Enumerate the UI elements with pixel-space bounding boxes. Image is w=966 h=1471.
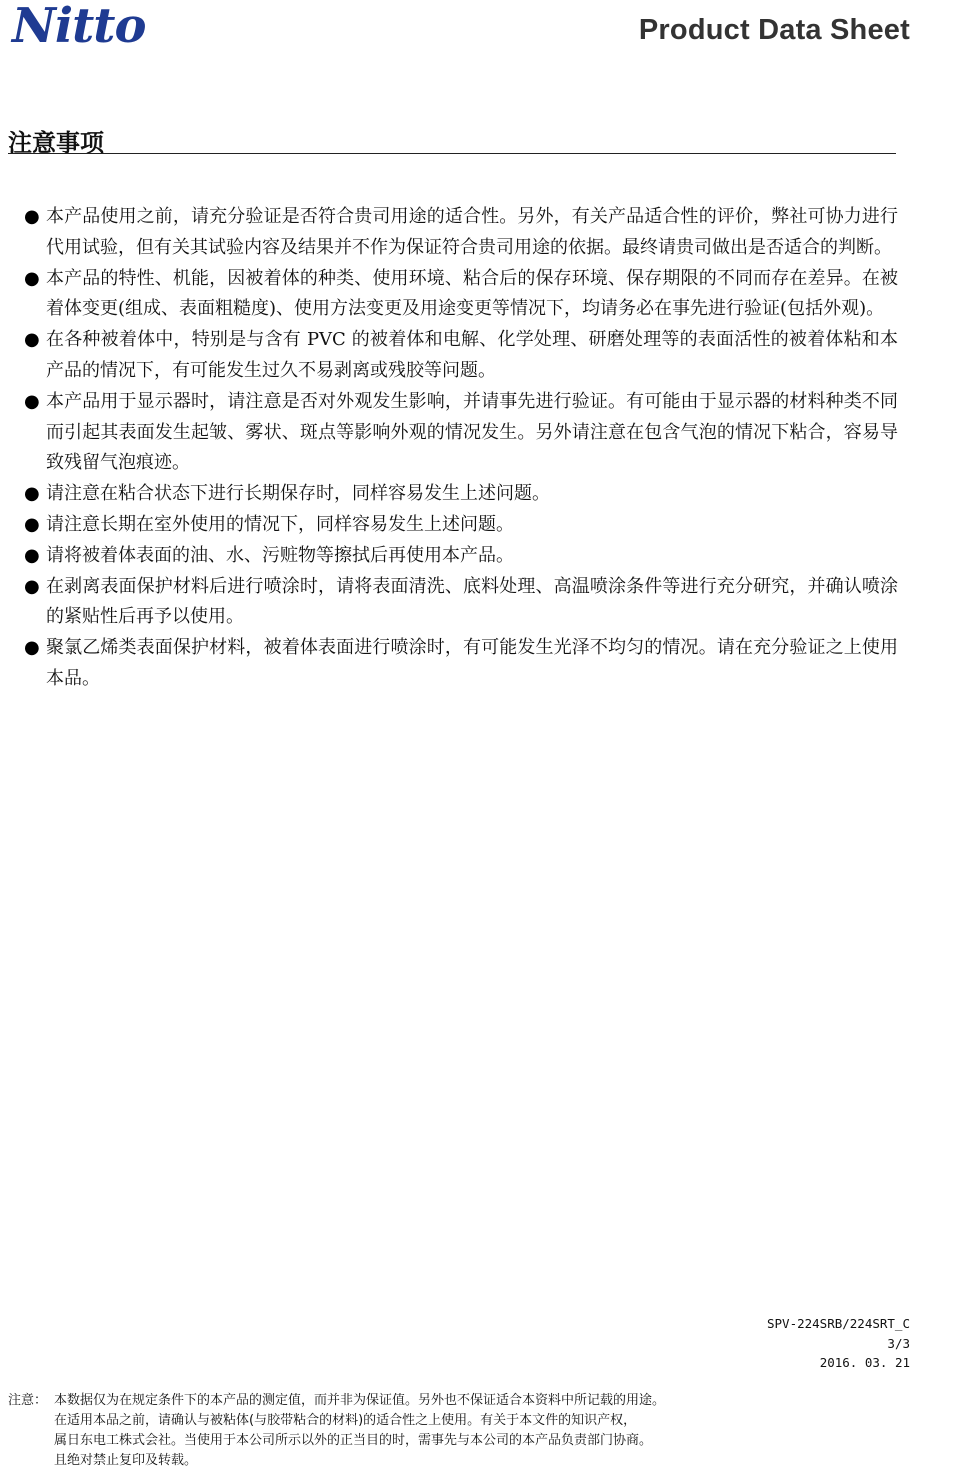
note-item bbox=[24, 633, 898, 695]
note-item bbox=[24, 264, 898, 326]
note-text: 本产品使用之前，请充分验证是否符合贵司用途的适合性。另外，有关产品适合性的评价，弊社可协力进行代用试验，但有关其试验内容及结果并不作为保证符合贵司用途的依据。最终请贵司做出是否适合的判断。 bbox=[46, 206, 898, 258]
bullet-icon: ● bbox=[24, 513, 40, 535]
note-item bbox=[24, 541, 898, 572]
bullet-icon: ● bbox=[24, 637, 40, 659]
document-meta bbox=[767, 1314, 910, 1373]
document-code: SPV-224SRB/224SRT_C bbox=[767, 1316, 910, 1331]
note-text: 请注意在粘合状态下进行长期保存时，同样容易发生上述问题。 bbox=[46, 483, 550, 505]
bullet-icon: ● bbox=[24, 329, 40, 351]
note-text: 在各种被着体中，特别是与含有 PVC 的被着体和电解、化学处理、研磨处理等的表面活性的被着体粘和本产品的情况下，有可能发生过久不易剥离或残胶等问题。 bbox=[46, 329, 898, 381]
section-divider bbox=[8, 153, 896, 154]
bullet-icon: ● bbox=[24, 483, 40, 505]
note-text: 本产品用于显示器时，请注意是否对外观发生影响，并请事先进行验证。有可能由于显示器的材料种类不同而引起其表面发生起皱、雾状、斑点等影响外观的情况发生。另外请注意在包含气泡的情况下粘合，容易导致残留气泡痕迹。 bbox=[46, 390, 898, 474]
note-text: 请将被着体表面的油、水、污赃物等擦拭后再使用本产品。 bbox=[46, 544, 514, 566]
bullet-icon: ● bbox=[24, 390, 40, 412]
note-item bbox=[24, 387, 898, 479]
note-text: 在剥离表面保护材料后进行喷涂时，请将表面清洗、底料处理、高温喷涂条件等进行充分研究，并确认喷涂的紧贴性后再予以使用。 bbox=[46, 575, 898, 628]
note-item bbox=[24, 510, 898, 541]
note-item bbox=[24, 325, 898, 387]
page-number: 3/3 bbox=[887, 1335, 910, 1351]
note-text: 聚氯乙烯类表面保护材料，被着体表面进行喷涂时，有可能发生光泽不均匀的情况。请在充分验证之上使用本品。 bbox=[46, 637, 898, 689]
bullet-icon: ● bbox=[24, 575, 40, 597]
footer-text bbox=[54, 1391, 908, 1471]
note-item bbox=[24, 572, 898, 634]
bullet-icon: ● bbox=[24, 267, 40, 289]
logo-text: Nitto bbox=[12, 2, 146, 48]
footer-line: 且绝对禁止复印及转载。 bbox=[54, 1453, 198, 1468]
bullet-icon: ● bbox=[24, 544, 40, 566]
footer-line: 本数据仅为在规定条件下的本产品的测定值，而并非为保证值。另外也不保证适合本资料中所记载的用途。 bbox=[54, 1393, 666, 1408]
note-text: 本产品的特性、机能，因被着体的种类、使用环境、粘合后的保存环境、保存期限的不同而存在差异。在被着体变更(组成、表面粗糙度)、使用方法变更及用途变更等情况下，均请务必在事先进行验证(包括外观)。 bbox=[46, 267, 898, 320]
footer-disclaimer bbox=[8, 1391, 908, 1471]
note-item bbox=[24, 202, 898, 264]
notes-list bbox=[24, 202, 898, 695]
bullet-icon: ● bbox=[24, 206, 40, 227]
note-item bbox=[24, 479, 898, 510]
issue-date: 2016. 03. 21 bbox=[819, 1355, 910, 1370]
footer-line: 属日东电工株式会社。当使用于本公司所示以外的正当目的时，需事先与本公司的本产品负责部门协商。 bbox=[54, 1433, 653, 1448]
footer-line: 在适用本品之前，请确认与被粘体(与胶带粘合的材料)的适合性之上使用。有关于本文件的知识产权， bbox=[54, 1413, 637, 1428]
nitto-logo bbox=[10, 2, 220, 48]
document-type-title: Product Data Sheet bbox=[638, 14, 910, 46]
note-text: 请注意长期在室外使用的情况下，同样容易发生上述问题。 bbox=[46, 513, 514, 535]
footer-label: 注意： bbox=[8, 1393, 48, 1408]
section-title: 注意事项 bbox=[8, 129, 104, 157]
